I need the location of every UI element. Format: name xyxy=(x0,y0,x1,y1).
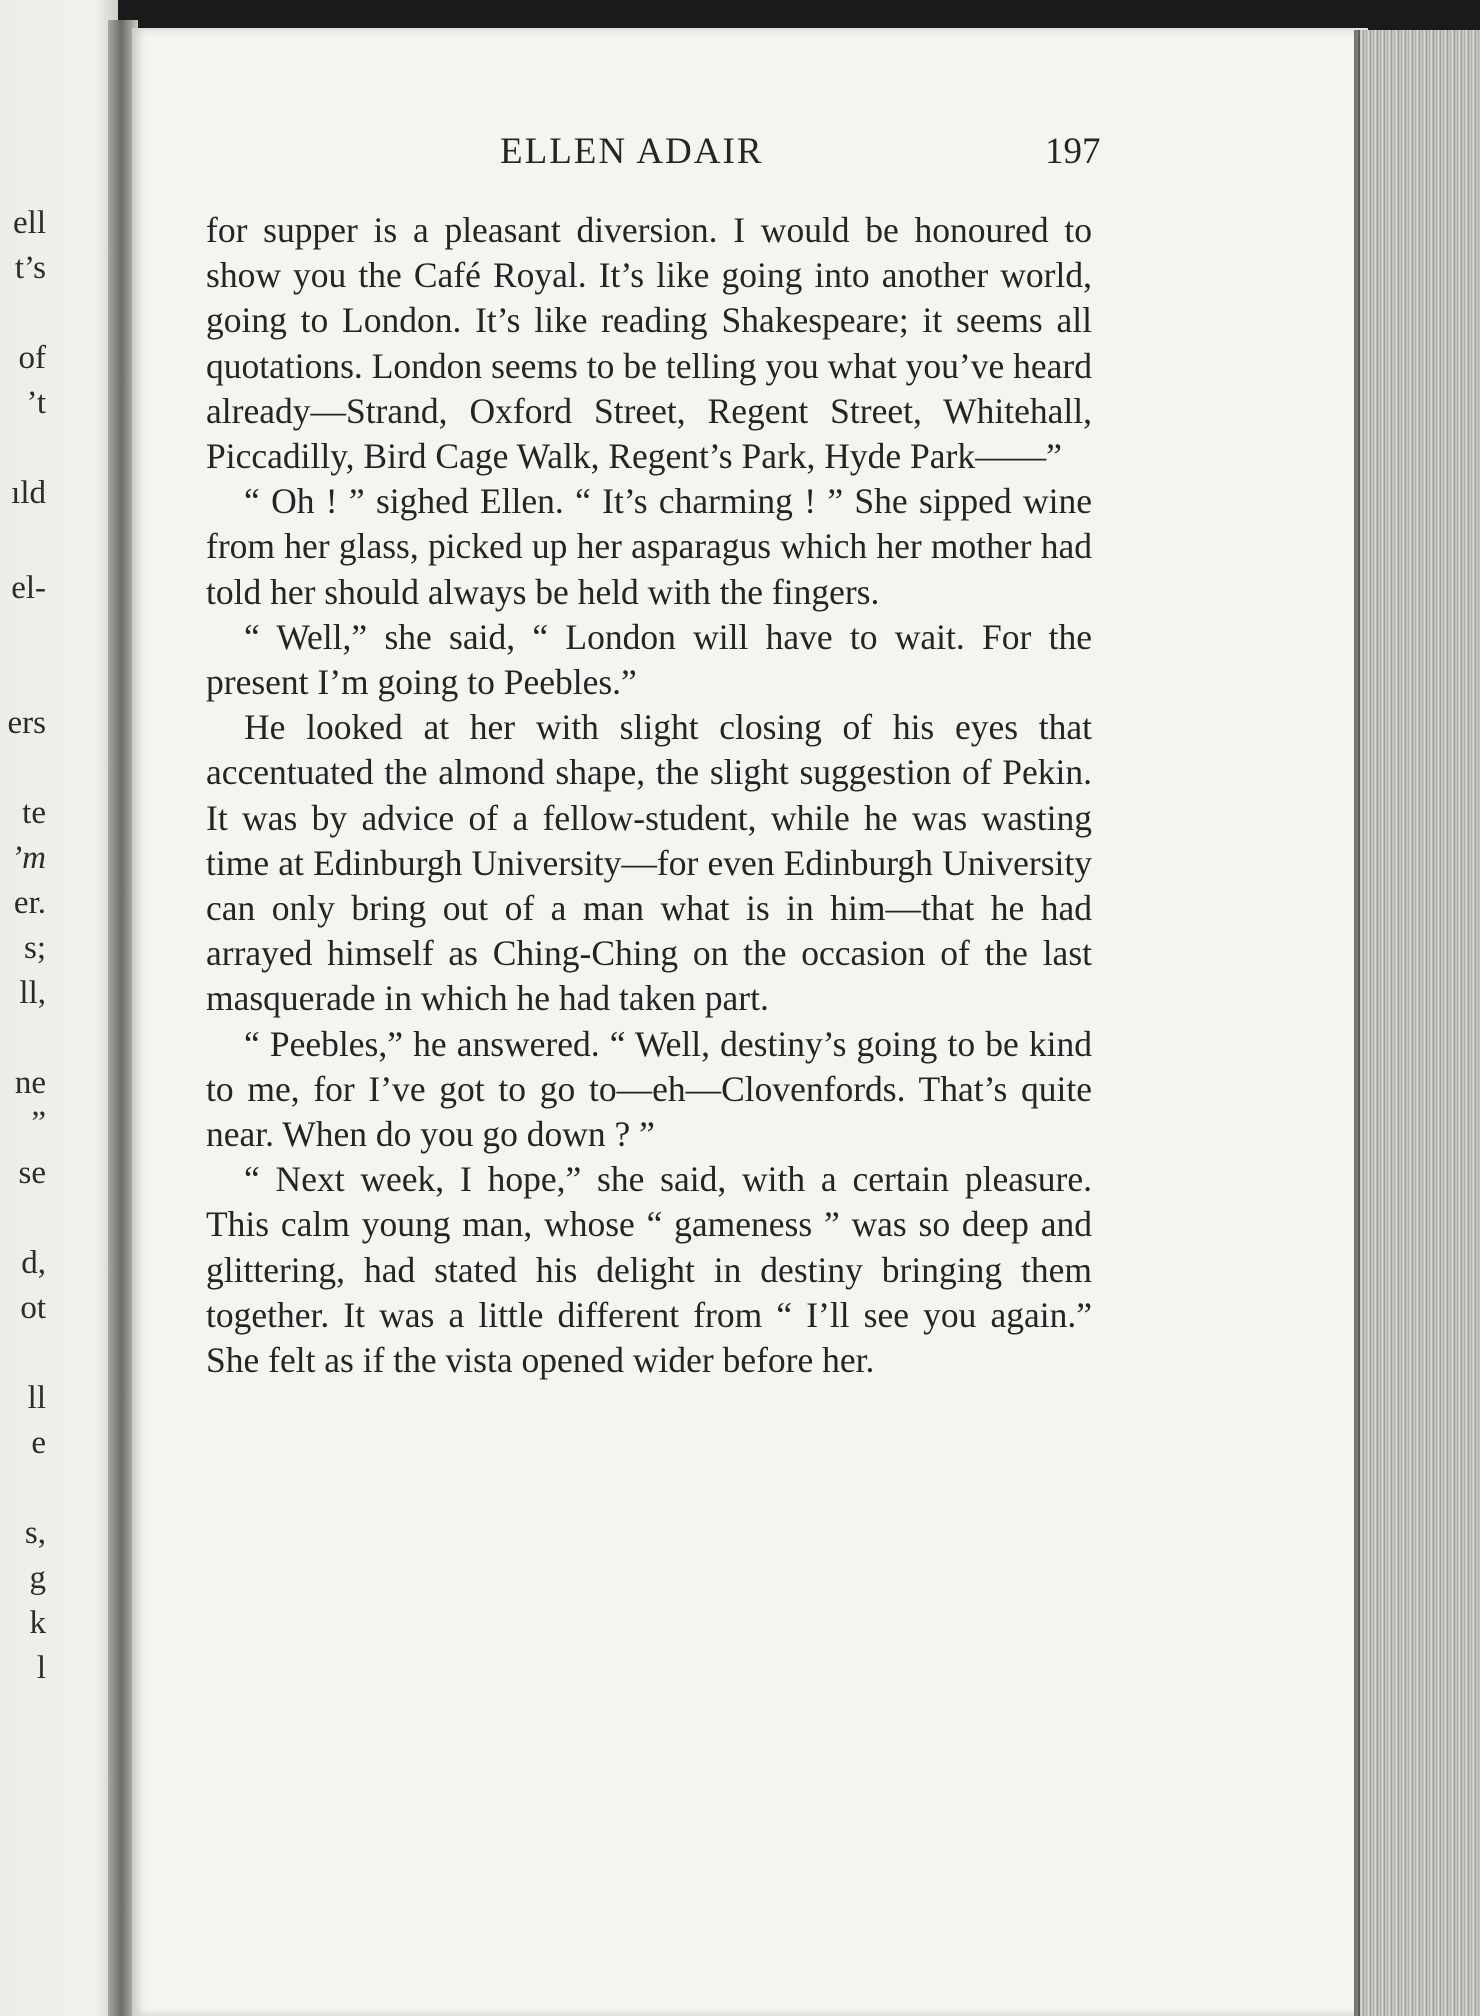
paragraph: “ Peebles,” he answered. “ Well, destiny’s going to be kind to me, for I’ve got to go to—eh—Clovenfords. That’s quite near. When do you go down ? ” xyxy=(206,1023,1092,1155)
facing-line-fragment: k xyxy=(29,1605,46,1641)
paragraph: for supper is a pleasant diversion. I would be honoured to show you the Café Royal. It’s like going into another world, going to London. It’s like reading Shakespeare; it seems all quotations. London seems to be telling you what you’ve heard already—Strand, Oxford Street, Regent Street, Whitehall, Piccadilly, Bird Cage Walk, Regent’s Park, Hyde Park——” xyxy=(206,210,1092,477)
facing-line-fragment: l xyxy=(36,1650,46,1686)
page-number: 197 xyxy=(1045,131,1101,172)
facing-line-fragment: ell xyxy=(13,205,46,241)
facing-line-fragment: ” xyxy=(31,1105,46,1141)
paragraph: He looked at her with slight closing of his eyes that accentuated the almond shape, the slight suggestion of Pekin. It was by advice of a fellow-student, while he was wasting time at Edinburgh University—for even Edinburgh University can only bring out of a man what is in him—that he had arrayed himself as Ching-Ching on the occasion of the last masquerade in which he had taken part. xyxy=(206,707,1092,1019)
facing-line-fragment: er. xyxy=(13,885,46,921)
facing-line-fragment: g xyxy=(29,1560,46,1596)
facing-line-fragment: d, xyxy=(21,1245,46,1281)
facing-line-fragment: ıld xyxy=(11,475,46,511)
facing-line-fragment: ne xyxy=(14,1065,46,1101)
facing-line-fragment: ll, xyxy=(19,975,46,1011)
book-fore-edge xyxy=(1358,30,1480,2016)
facing-line-fragment: ll xyxy=(27,1380,46,1416)
running-title: ELLEN ADAIR xyxy=(500,131,764,172)
body-text xyxy=(206,208,1092,1383)
paragraph: “ Next week, I hope,” she said, with a certain pleasure. This calm young man, whose “ gameness ” was so deep and glittering, had stated his delight in destiny bringing them together. It was a little different from “ I’ll see you again.” She felt as if the vista opened wider before her. xyxy=(206,1159,1092,1381)
facing-line-fragment: ’m xyxy=(11,840,46,876)
facing-line-fragment: se xyxy=(18,1155,46,1191)
facing-line-fragment: ’t xyxy=(26,385,46,421)
facing-page-text xyxy=(0,0,118,2016)
paragraph: “ Oh ! ” sighed Ellen. “ It’s charming ! ” She sipped wine from her glass, picked up her asparagus which her mother had told her should always be held with the fingers. xyxy=(206,481,1092,612)
facing-line-fragment: s, xyxy=(24,1515,46,1551)
facing-line-fragment: ers xyxy=(7,705,46,741)
facing-line-fragment: of xyxy=(18,340,46,376)
facing-line-fragment: s; xyxy=(23,930,46,966)
facing-line-fragment: te xyxy=(22,795,46,831)
facing-line-fragment: t’s xyxy=(14,250,46,286)
page-header xyxy=(500,130,1100,180)
facing-line-fragment: el- xyxy=(11,570,46,606)
paragraph: “ Well,” she said, “ London will have to wait. For the present I’m going to Peebles.” xyxy=(206,616,1092,703)
facing-line-fragment: ot xyxy=(20,1290,46,1326)
facing-line-fragment: e xyxy=(31,1425,46,1461)
